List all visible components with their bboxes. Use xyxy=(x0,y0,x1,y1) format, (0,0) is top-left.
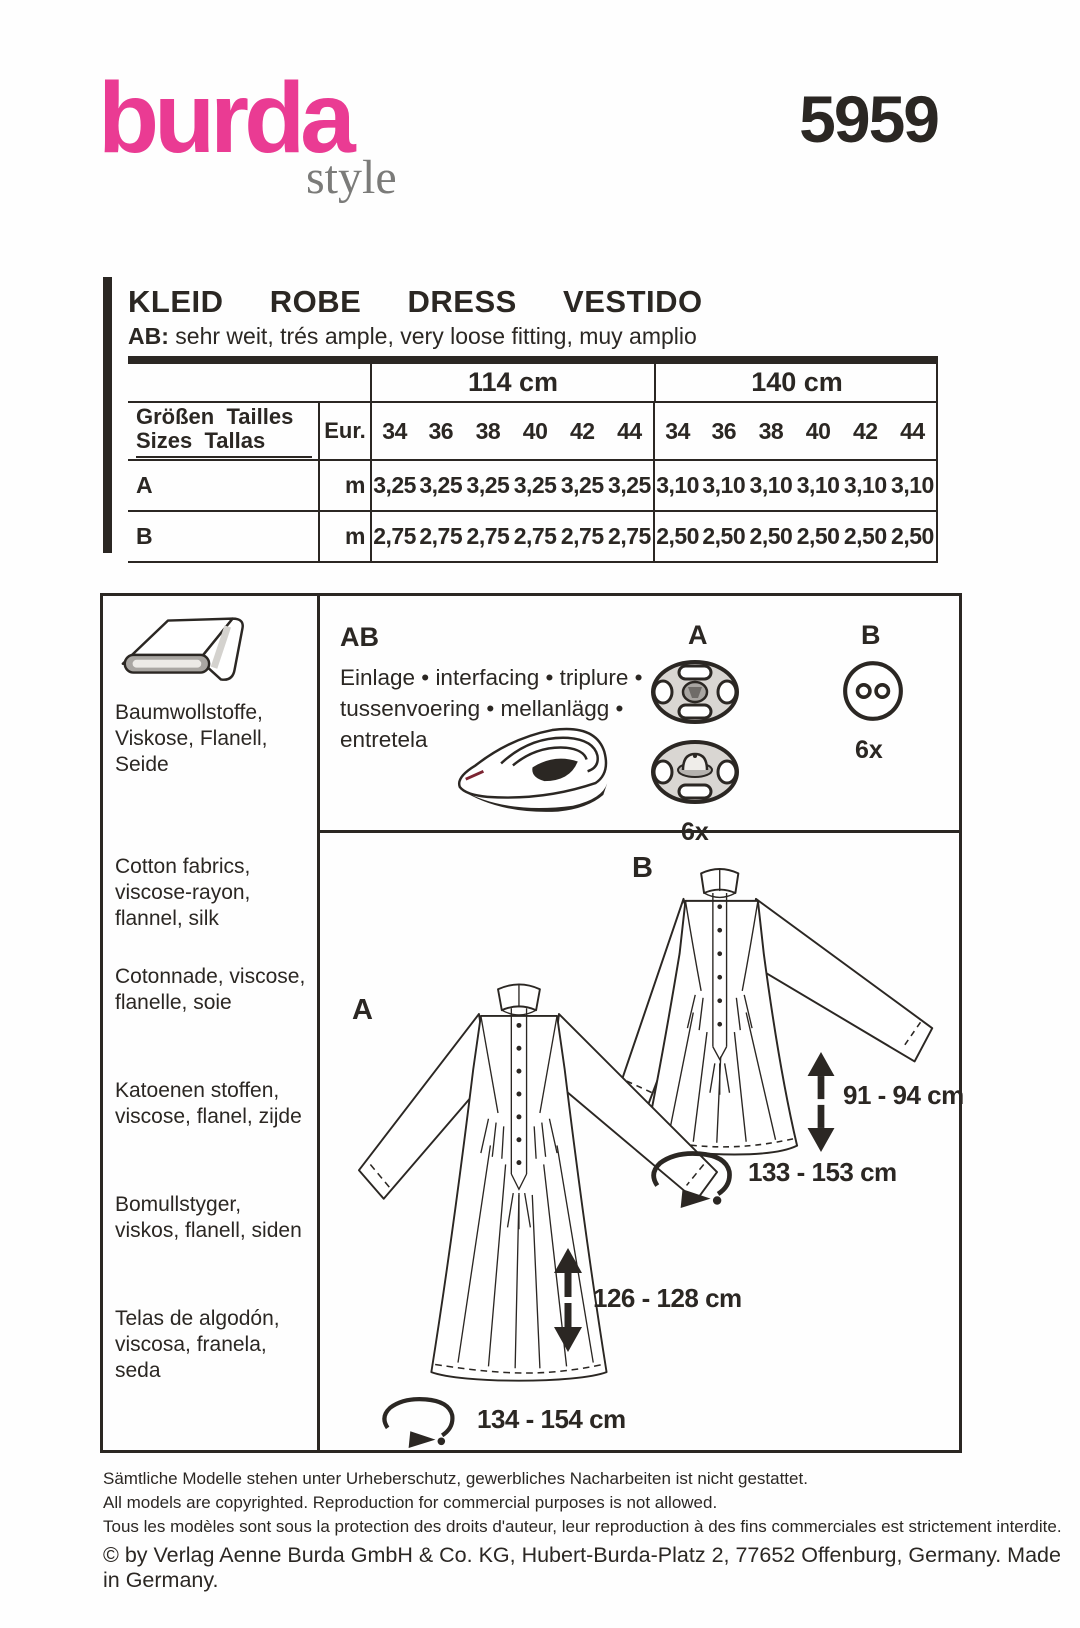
buttons-view-label: B xyxy=(861,620,881,650)
fabric-text-sv: Bomullstyger, viskos, flanell, siden xyxy=(115,1193,302,1242)
fabric-text-fr: Cotonnade, viscose, flanelle, soie xyxy=(115,965,306,1014)
hem-circumference-a: 134 - 154 cm xyxy=(477,1404,626,1434)
snaps-quantity: 6x xyxy=(681,818,709,846)
empty-cell xyxy=(128,364,370,401)
fabric-text-nl: Katoenen stoffen, viscose, flanel, zijde xyxy=(115,1079,302,1128)
unit-meters: m xyxy=(318,512,370,561)
size-col: 42 xyxy=(569,417,595,444)
size-col: 40 xyxy=(805,417,831,444)
fit-text: sehr weit, trés ample, very loose fitting, muy amplio xyxy=(168,323,697,349)
copyright-en: All models are copyrighted. Reproduction for commercial purposes is not allowed. xyxy=(103,1493,718,1512)
yardage-value: 3,25 xyxy=(608,472,651,498)
garment-title: KLEID ROBE DRESS VESTIDO xyxy=(128,284,703,319)
burda-logo: burda xyxy=(98,62,351,174)
button-icon xyxy=(840,658,906,724)
view-b-label: B xyxy=(136,523,153,549)
fabric-width-140: 140 cm xyxy=(654,364,938,401)
yardage-value: 2,50 xyxy=(702,523,746,549)
yardage-value: 2,75 xyxy=(466,523,510,549)
length-arrow-b xyxy=(806,1052,836,1152)
view-a-label: A xyxy=(136,472,153,498)
yardage-value: 3,25 xyxy=(466,472,510,498)
back-length-a: 126 - 128 cm xyxy=(593,1283,742,1313)
yardage-table xyxy=(128,356,938,563)
views-prefix: AB: xyxy=(128,323,169,349)
yardage-value: 2,75 xyxy=(560,523,604,549)
yardage-row-b xyxy=(128,512,938,563)
fabric-width-header-row xyxy=(128,364,938,403)
sizes-header-row xyxy=(128,403,938,461)
yardage-value: 2,75 xyxy=(608,523,651,549)
size-col: 42 xyxy=(852,417,878,444)
yardage-value: 3,25 xyxy=(370,461,417,510)
size-col: 40 xyxy=(522,417,548,444)
yardage-value: 3,25 xyxy=(513,472,557,498)
yardage-value: 3,10 xyxy=(749,472,793,498)
unit-meters: m xyxy=(318,461,370,510)
materials-and-views-box xyxy=(100,593,962,1453)
snaps-view-label: A xyxy=(688,620,708,650)
sizes-label-de-fr: Größen Tailles xyxy=(136,403,294,429)
fabric-bolt-icon xyxy=(113,608,265,692)
view-a-drawing-label: A xyxy=(352,994,373,1026)
fabric-text-es: Telas de algodón, viscosa, franela, seda xyxy=(115,1307,280,1382)
yardage-value: 3,10 xyxy=(702,472,746,498)
yardage-value: 3,25 xyxy=(419,472,463,498)
back-length-b: 91 - 94 cm xyxy=(843,1080,964,1110)
yardage-value: 2,50 xyxy=(749,523,793,549)
eur-label: Eur. xyxy=(318,403,370,459)
size-col: 36 xyxy=(711,417,737,444)
notions-divider xyxy=(320,830,959,833)
sizes-label-en-es: Sizes Tallas xyxy=(136,429,312,458)
yardage-value: 3,10 xyxy=(653,461,700,510)
fit-description xyxy=(128,323,697,350)
fabric-text-en: Cotton fabrics, viscose-rayon, flannel, silk xyxy=(115,855,251,930)
yardage-value: 3,25 xyxy=(560,472,604,498)
view-b-drawing-label: B xyxy=(632,852,653,884)
copyright-de: Sämtliche Modelle stehen unter Urheberschutz, gewerbliches Nacharbeiten ist nicht gestattet. xyxy=(103,1469,808,1488)
yardage-value: 2,75 xyxy=(419,523,463,549)
yardage-row-a xyxy=(128,461,938,512)
interfacing-line-1: Einlage • interfacing • triplure • xyxy=(340,665,643,690)
buttons-quantity: 6x xyxy=(855,736,883,764)
table-top-rule xyxy=(128,356,938,364)
column-divider xyxy=(317,596,320,1450)
yardage-value: 2,50 xyxy=(796,523,840,549)
length-arrow-a xyxy=(553,1248,583,1352)
yardage-value: 3,10 xyxy=(891,472,934,498)
yardage-value: 3,10 xyxy=(843,472,887,498)
yardage-value: 3,10 xyxy=(796,472,840,498)
publisher-line: © by Verlag Aenne Burda GmbH & Co. KG, Hubert-Burda-Platz 2, 77652 Offenburg, Germany. Made in Germany. xyxy=(103,1543,1061,1592)
size-col: 36 xyxy=(428,417,454,444)
size-col: 38 xyxy=(475,417,501,444)
burda-style-logo-sub: style xyxy=(306,151,397,204)
notions-views-label: AB xyxy=(340,622,379,652)
interfacing-line-3: entretela xyxy=(340,727,428,752)
size-col: 44 xyxy=(900,417,925,444)
yardage-value: 2,75 xyxy=(370,512,417,561)
hem-circumference-b: 133 - 153 cm xyxy=(748,1157,897,1187)
fabric-text-de: Baumwollstoffe, Viskose, Flanell, Seide xyxy=(115,701,268,776)
copyright-fr: Tous les modèles sont sous la protection des droits d'auteur, leur reproduction à des fins commerciales est strictement interdite. xyxy=(103,1517,1062,1536)
sizes-label-cell xyxy=(128,403,318,459)
yardage-value: 2,75 xyxy=(513,523,557,549)
yardage-value: 2,50 xyxy=(843,523,887,549)
pattern-number: 5959 xyxy=(799,82,938,156)
title-accent-bar xyxy=(103,277,112,553)
snap-fasteners-icon xyxy=(643,654,747,812)
iron-icon xyxy=(450,708,622,812)
size-col: 34 xyxy=(653,403,700,459)
hem-circumference-icon-b xyxy=(643,1150,737,1208)
yardage-value: 2,50 xyxy=(653,512,700,561)
size-col: 34 xyxy=(370,403,417,459)
yardage-value: 2,50 xyxy=(891,523,934,549)
fabric-width-114: 114 cm xyxy=(370,364,654,401)
hem-circumference-icon-a xyxy=(370,1396,464,1448)
interfacing-line-2: tussenvoering • mellanlägg • xyxy=(340,696,624,721)
size-col: 38 xyxy=(758,417,784,444)
size-col: 44 xyxy=(617,417,642,444)
